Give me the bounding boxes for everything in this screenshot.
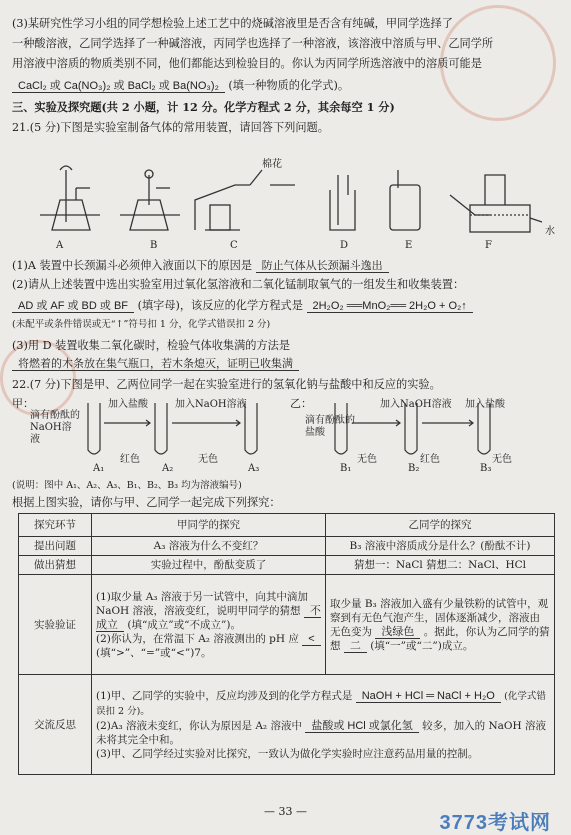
yi-verify-tail: (填“一”或“二”)成立。: [370, 639, 474, 652]
answer-solute: CaCl₂ 或 Ca(NO₃)₂ 或 BaCl₂ 或 Ba(NO₃)₂: [12, 80, 225, 93]
row-label-reflect: 交流反思: [19, 675, 92, 775]
table-row: [19, 575, 555, 675]
q21-2-note: (未配平或条件错误或无“↑”符号扣 1 分，化学式错误扣 2 分): [12, 319, 271, 330]
tube-a2: A₂: [162, 463, 174, 474]
jia-colorless: 无色: [198, 454, 218, 465]
yi-red: 红色: [420, 454, 440, 465]
q21-1-text: (1)A 装置中长颈漏斗必须伸入液面以下的原因是: [12, 259, 253, 272]
jia-verify: [92, 575, 326, 675]
yi-question: B₃ 溶液中溶质成分是什么？(酚酞不计): [326, 537, 555, 556]
reflect-1-note: (化学式错误扣 2 分)。: [96, 690, 546, 717]
table-row: [19, 537, 555, 556]
inquiry-table: [18, 513, 555, 775]
answer-jia-verify-1: 不成立: [96, 604, 321, 631]
answer-yi-verify-2: 二: [344, 640, 367, 653]
apparatus-diagram: [30, 160, 550, 260]
label-e: E: [405, 240, 413, 251]
answer-reflect-1: NaOH + HCl ═ NaCl + H₂O: [356, 690, 501, 703]
header-jia: 甲同学的探究: [92, 514, 326, 537]
yi-left-label: 滴有酚酞的盐酸: [305, 415, 355, 438]
p1-line2: 一种酸溶液，乙同学选择了一种碱溶液，丙同学也选择了一种溶液，该溶液中溶质与甲、乙同学所: [12, 37, 494, 50]
yi-add-naoh: 加入NaOH溶液: [380, 399, 452, 410]
yi-add-acid: 加入盐酸: [465, 399, 505, 410]
q21-1: [12, 258, 561, 274]
answer-jia-verify-2: <: [302, 633, 320, 646]
table-row: [19, 675, 555, 775]
reflect-3: (3)甲、乙同学经过实验对比探究，一致认为做化学实验时应注意药品用量的控制。: [96, 747, 479, 760]
tube-a3: A₃: [248, 463, 260, 474]
p1-line3: 用溶液中溶质的物质类别不同，他们都能达到检验目的。你认为丙同学所选溶液中的溶质可能是: [12, 57, 482, 70]
tube-a1: A₁: [93, 463, 105, 474]
q21-intro: 21.(5 分)下图是实验室制备气体的常用装置，请回答下列问题。: [12, 121, 329, 134]
jia-verify-2-tail: (填“>”、“=”或“<”)7。: [96, 646, 212, 659]
jia-left-label: 滴有酚酞的NaOH溶液: [30, 410, 80, 445]
tubes-diagram: [0, 395, 571, 465]
q21-3-text: (3)用 D 装置收集二氧化碳时，检验气体收集满的方法是: [12, 339, 291, 352]
page-number: — 33 —: [264, 805, 307, 818]
q22-intro: 22.(7 分)下图是甲、乙两位同学一起在实验室进行的氢氧化钠与盐酸中和反应的实验。: [12, 378, 441, 391]
p1-line1: (3)某研究性学习小组的同学想检验上述工艺中的烧碱溶液里是否含有纯碱，甲同学选择了: [12, 17, 453, 30]
answer-q21-1: 防止气体从长颈漏斗逸出: [256, 260, 389, 273]
tube-b3: B₃: [480, 463, 492, 474]
q21-2: (2)请从上述装置中选出实验室用过氧化氢溶液和二氧化锰制取氧气的一组发生和收集装置：: [12, 278, 465, 291]
label-water: 水: [545, 226, 555, 237]
answer-yi-verify-1: 浅绿色: [375, 626, 420, 639]
label-f: F: [485, 240, 492, 251]
answer-q21-3: 将燃着的木条放在集气瓶口，若木条熄灭，证明已收集满: [12, 358, 299, 371]
header-stage: 探究环节: [19, 514, 92, 537]
label-c: C: [230, 240, 238, 251]
jia-verify-1: (1)取少量 A₃ 溶液于另一试管中，向其中滴加 NaOH 溶液，溶液变红，说明甲同学的猜想: [96, 590, 308, 617]
row-label-verify: 实验验证: [19, 575, 92, 675]
answer-q21-equation: 2H₂O₂ ══MnO₂══ 2H₂O + O₂↑: [307, 300, 473, 313]
label-d: D: [340, 240, 349, 251]
jia-guess: 实验过程中，酚酞变质了: [92, 556, 326, 575]
label-cotton: 棉花: [262, 159, 282, 170]
answer-q21-2: AD 或 AF 或 BD 或 BF: [12, 300, 134, 313]
q21-2-mid: (填字母)，该反应的化学方程式是: [137, 299, 303, 312]
row-label-guess: 做出猜想: [19, 556, 92, 575]
label-a: A: [56, 240, 64, 251]
answer-reflect-2: 盐酸或 HCl 或氯化氢: [305, 720, 418, 733]
q21-3: [12, 338, 561, 353]
q22-note: (说明：图中 A₁、A₂、A₃、B₁、B₂、B₃ 均为溶液编号): [12, 480, 242, 491]
table-header-row: [19, 514, 555, 537]
label-b: B: [150, 240, 158, 251]
label-jia: 甲：: [12, 397, 34, 410]
yi-verify-mid: 。据此，你认为乙同学的猜想: [330, 625, 550, 652]
reflect-2: (2)A₃ 溶液未变红，你认为原因是 A₂ 溶液中: [96, 719, 302, 732]
label-yi: 乙：: [290, 397, 312, 410]
yi-verify-text: 取少量 B₃ 溶液加入盛有少量铁粉的试管中，观察到有无色气泡产生，固体逐渐减少，溶液由无色变为: [330, 597, 549, 638]
yi-colorless: 无色: [357, 454, 377, 465]
q21-3b: [12, 356, 561, 372]
tube-b1: B₁: [340, 463, 352, 474]
jia-add-naoh: 加入NaOH溶液: [175, 399, 247, 410]
jia-verify-1-tail: (填“成立”或“不成立”)。: [127, 618, 242, 631]
p1-line4: [12, 78, 561, 94]
jia-red: 红色: [120, 454, 140, 465]
yi-colorless-2: 无色: [492, 454, 512, 465]
table-row: [19, 556, 555, 575]
q22-lead: 根据上图实验，请你与甲、乙同学一起完成下列探究：: [12, 496, 281, 509]
jia-add-acid: 加入盐酸: [108, 399, 148, 410]
q21-2b: [12, 298, 561, 314]
header-yi: 乙同学的探究: [326, 514, 555, 537]
reflect-content: [92, 675, 555, 775]
row-label-question: 提出问题: [19, 537, 92, 556]
section-title: 三、实验及探究题(共 2 小题，计 12 分。化学方程式 2 分，其余每空 1 分): [12, 100, 395, 114]
site-watermark: 3773考试网: [439, 812, 551, 834]
tube-b2: B₂: [408, 463, 420, 474]
jia-question: A₃ 溶液为什么不变红？: [92, 537, 326, 556]
yi-verify: [326, 575, 555, 675]
jia-verify-2: (2)你认为，在常温下 A₂ 溶液测出的 pH 应: [96, 632, 299, 645]
reflect-2-tail: 较多，加入的 NaOH 溶液未将其完全中和。: [96, 719, 547, 746]
reflect-1: (1)甲、乙同学的实验中，反应均涉及到的化学方程式是: [96, 689, 353, 702]
yi-guess: 猜想一：NaCl 猜想二：NaCl、HCl: [326, 556, 555, 575]
p1-line4-tail: (填一种物质的化学式)。: [228, 79, 350, 92]
